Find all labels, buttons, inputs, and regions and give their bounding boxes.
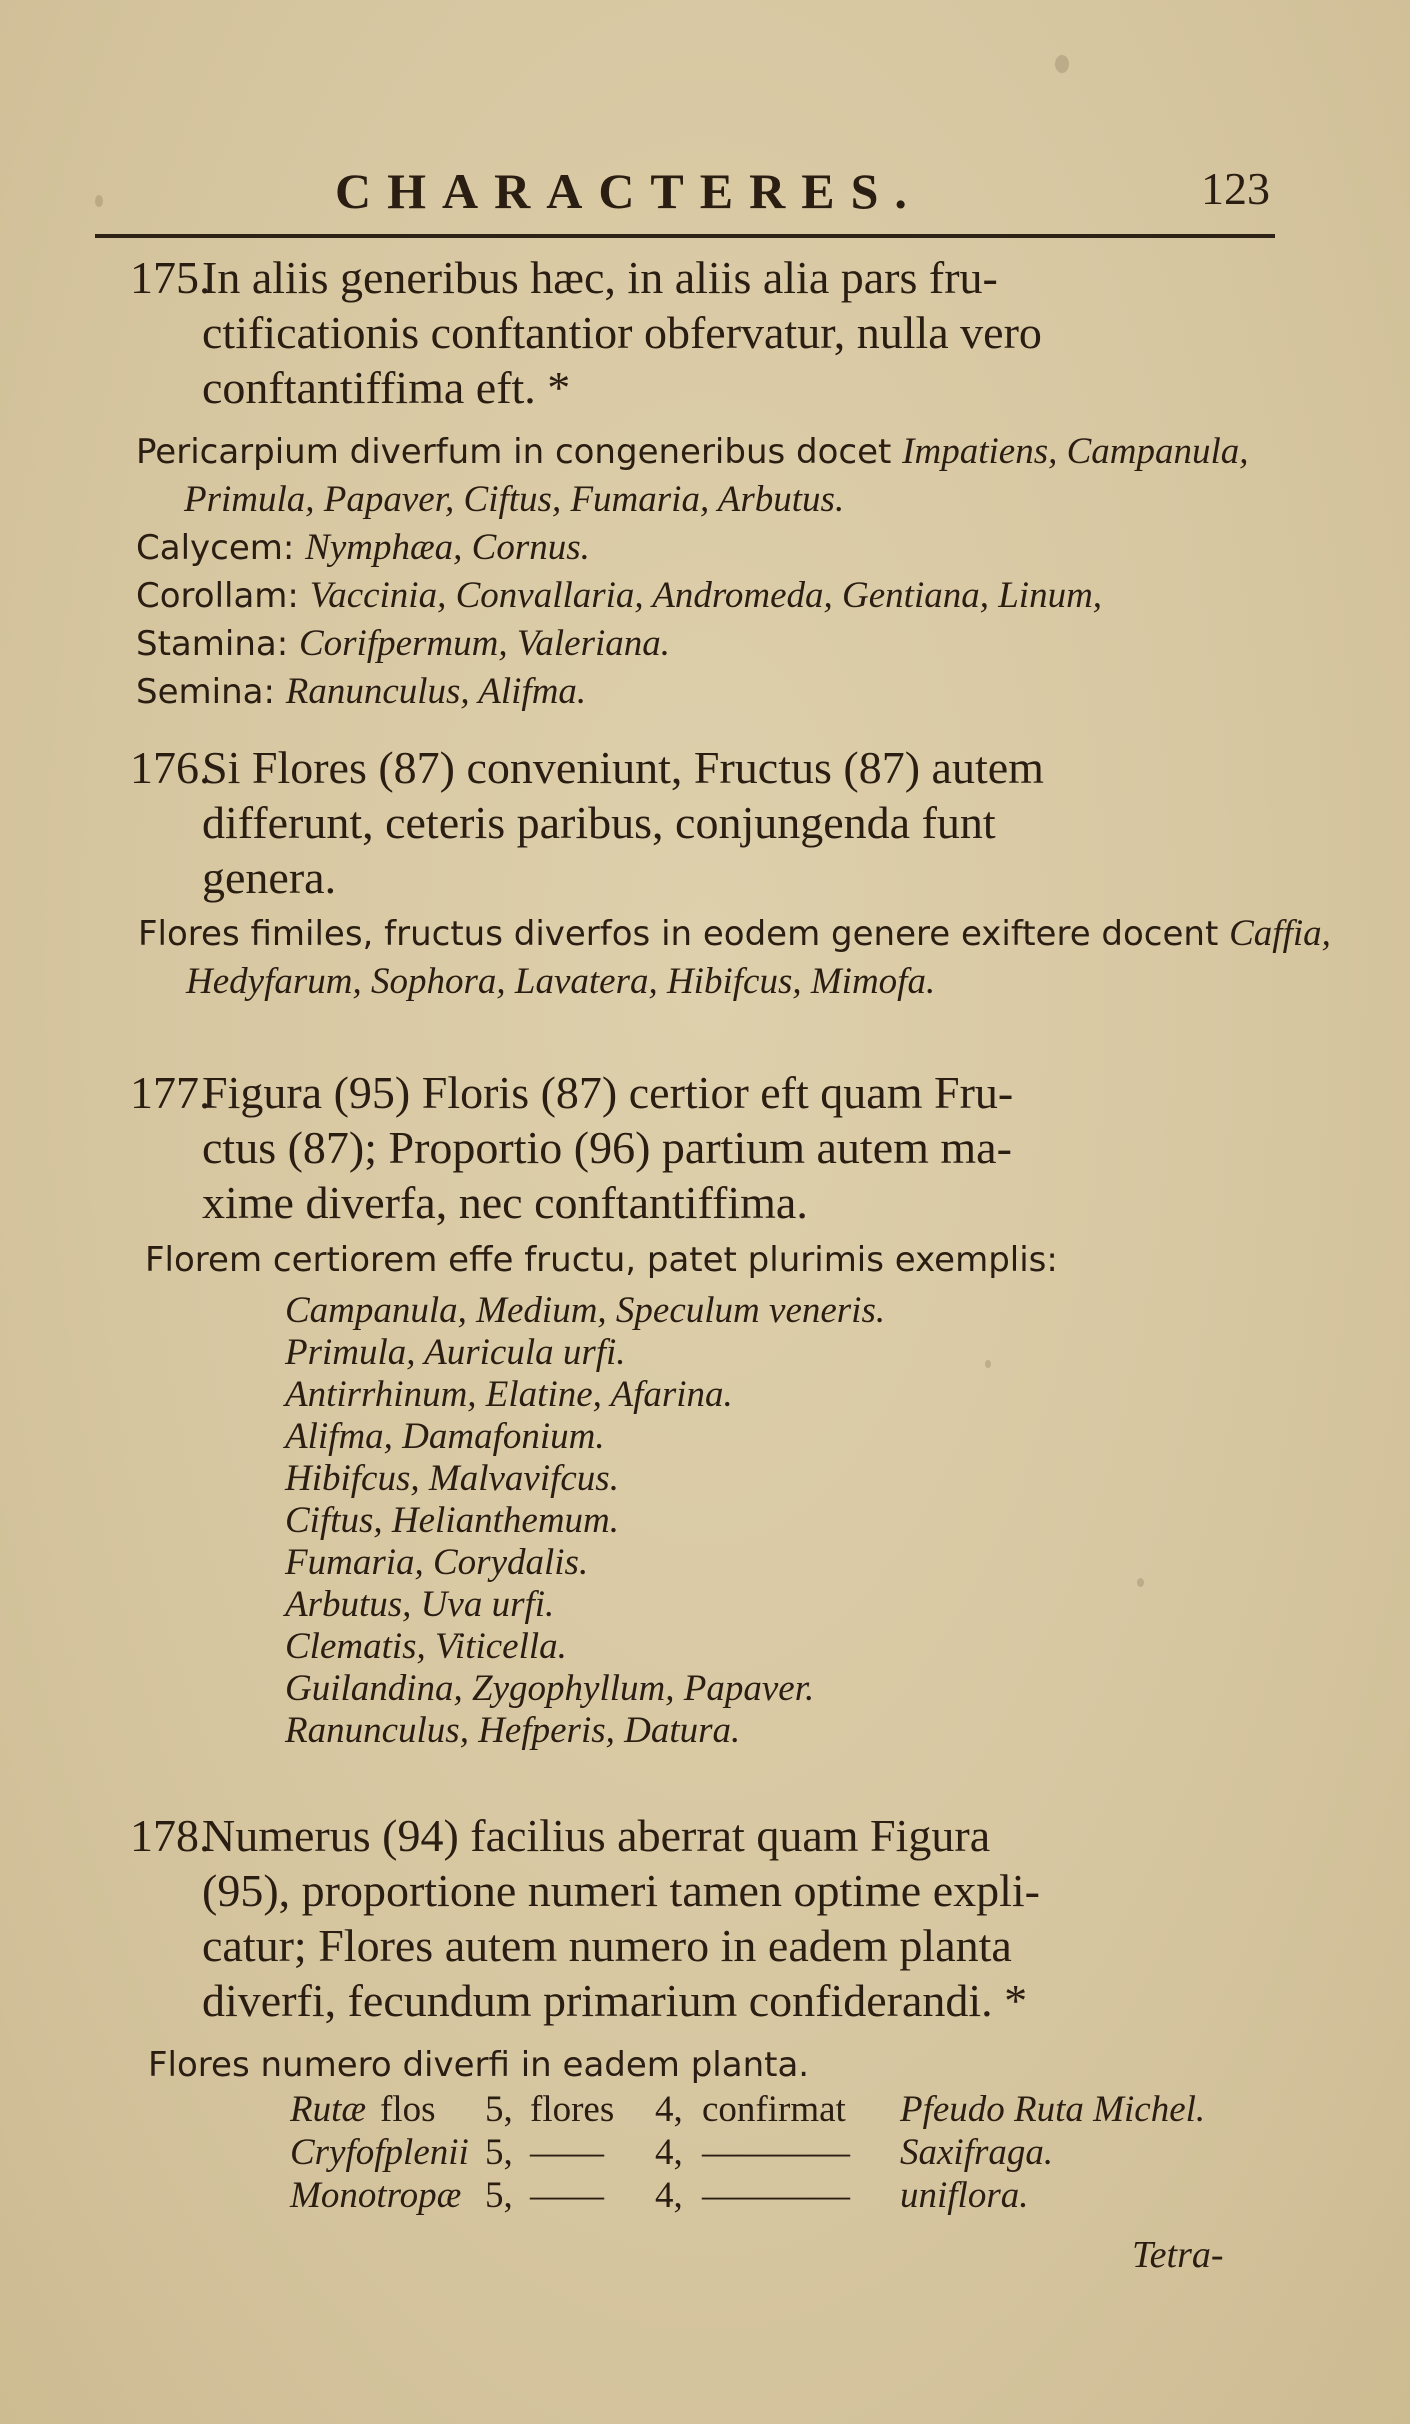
aphorism-175 [130, 250, 1280, 415]
list-item: Guilandina, Zygophyllum, Papaver. [285, 1668, 815, 1709]
text-line: Numerus (94) facilius aberrat quam Figura [202, 1810, 991, 1861]
table-row: Monotropæ 5, —— 4, ———— uniflora. [290, 2175, 1029, 2216]
list-item: Ciftus, Helianthemum. [285, 1500, 620, 1541]
list-item: Primula, Auricula urfi. [285, 1332, 626, 1373]
flower-number-table [290, 2088, 1290, 2217]
list-item: Ranunculus, Hefperis, Datura. [285, 1710, 741, 1751]
list-item: Antirrhinum, Elatine, Afarina. [285, 1374, 733, 1415]
text-line: ctus (87); Proportio (96) partium autem ma- [202, 1122, 1012, 1173]
text-line: Figura (95) Floris (87) certior eft quam Fru- [202, 1067, 1014, 1118]
paper-spot [985, 1360, 991, 1368]
paper-spot [1055, 55, 1069, 73]
text-line: In aliis generibus hæc, in aliis alia pars fru- [202, 252, 998, 303]
aphorism-number: 176. [130, 742, 211, 793]
text-line: genera. [202, 852, 337, 903]
table-row: Cryfofplenii 5, —— 4, ———— Saxifraga. [290, 2132, 1054, 2173]
list-item: Fumaria, Corydalis. [285, 1542, 589, 1583]
aphorism-176 [130, 740, 1280, 905]
text-line: Si Flores (87) conveniunt, Fructus (87) autem [202, 742, 1044, 793]
aphorism-number: 177. [130, 1067, 211, 1118]
header-rule [95, 234, 1275, 238]
aphorism-number: 178. [130, 1810, 211, 1861]
genus-pairs-list [285, 1290, 1285, 1752]
text-line: (95), proportione numeri tamen optime expli- [202, 1865, 1040, 1916]
list-item: Alifma, Damafonium. [285, 1416, 605, 1457]
note-178-intro: Flores numero diverfi in eadem planta. [148, 2045, 810, 2085]
note-177-intro: Florem certiorem effe fructu, patet plurimis exemplis: [145, 1240, 1058, 1280]
note-line: Semina: Ranunculus, Alifma. [136, 671, 587, 712]
note-176: Flores fimiles, fructus diverfos in eodem genere exiftere docent Caffia, Hedyfarum, Sophora, Lavatera, Hibifcus, Mimofa. [138, 913, 1331, 1002]
note-line: Stamina: Corifpermum, Valeriana. [136, 623, 670, 664]
note-line: Calycem: Nymphæa, Cornus. [136, 527, 590, 568]
aphorism-number: 175. [130, 252, 211, 303]
text-line: ctificationis conftantior obfervatur, nulla vero [202, 307, 1042, 358]
catchword: Tetra- [1132, 2234, 1224, 2276]
note-line: Corollam: Vaccinia, Convallaria, Andromeda, Gentiana, Linum, [136, 575, 1103, 616]
list-item: Clematis, Viticella. [285, 1626, 567, 1667]
text-line: catur; Flores autem numero in eadem planta [202, 1920, 1012, 1971]
list-item: Hibifcus, Malvavifcus. [285, 1458, 619, 1499]
list-item: Arbutus, Uva urfi. [285, 1584, 555, 1625]
paper-spot [95, 195, 103, 207]
text-line: xime diverfa, nec conftantiffima. [202, 1177, 808, 1228]
note-line: Pericarpium diverfum in congeneribus docet Impatiens, Campanula, Primula, Papaver, Ciftus, Fumaria, Arbutus. [136, 431, 1249, 520]
aphorism-178 [130, 1808, 1280, 2028]
list-item: Campanula, Medium, Speculum veneris. [285, 1290, 886, 1331]
note-175 [136, 428, 1296, 716]
text-line: differunt, ceteris paribus, conjungenda funt [202, 797, 996, 848]
table-row: Rutæ flos 5, flores 4, confirmat Pfeudo Ruta Michel. [290, 2089, 1206, 2130]
running-title: CHARACTERES. [335, 163, 923, 219]
aphorism-177 [130, 1065, 1280, 1230]
page-number: 123 [1201, 163, 1270, 214]
text-line: diverfi, fecundum primarium confiderandi. * [202, 1975, 1028, 2026]
text-line: conftantiffima eft. * [202, 362, 571, 413]
paper-spot [1137, 1578, 1144, 1587]
